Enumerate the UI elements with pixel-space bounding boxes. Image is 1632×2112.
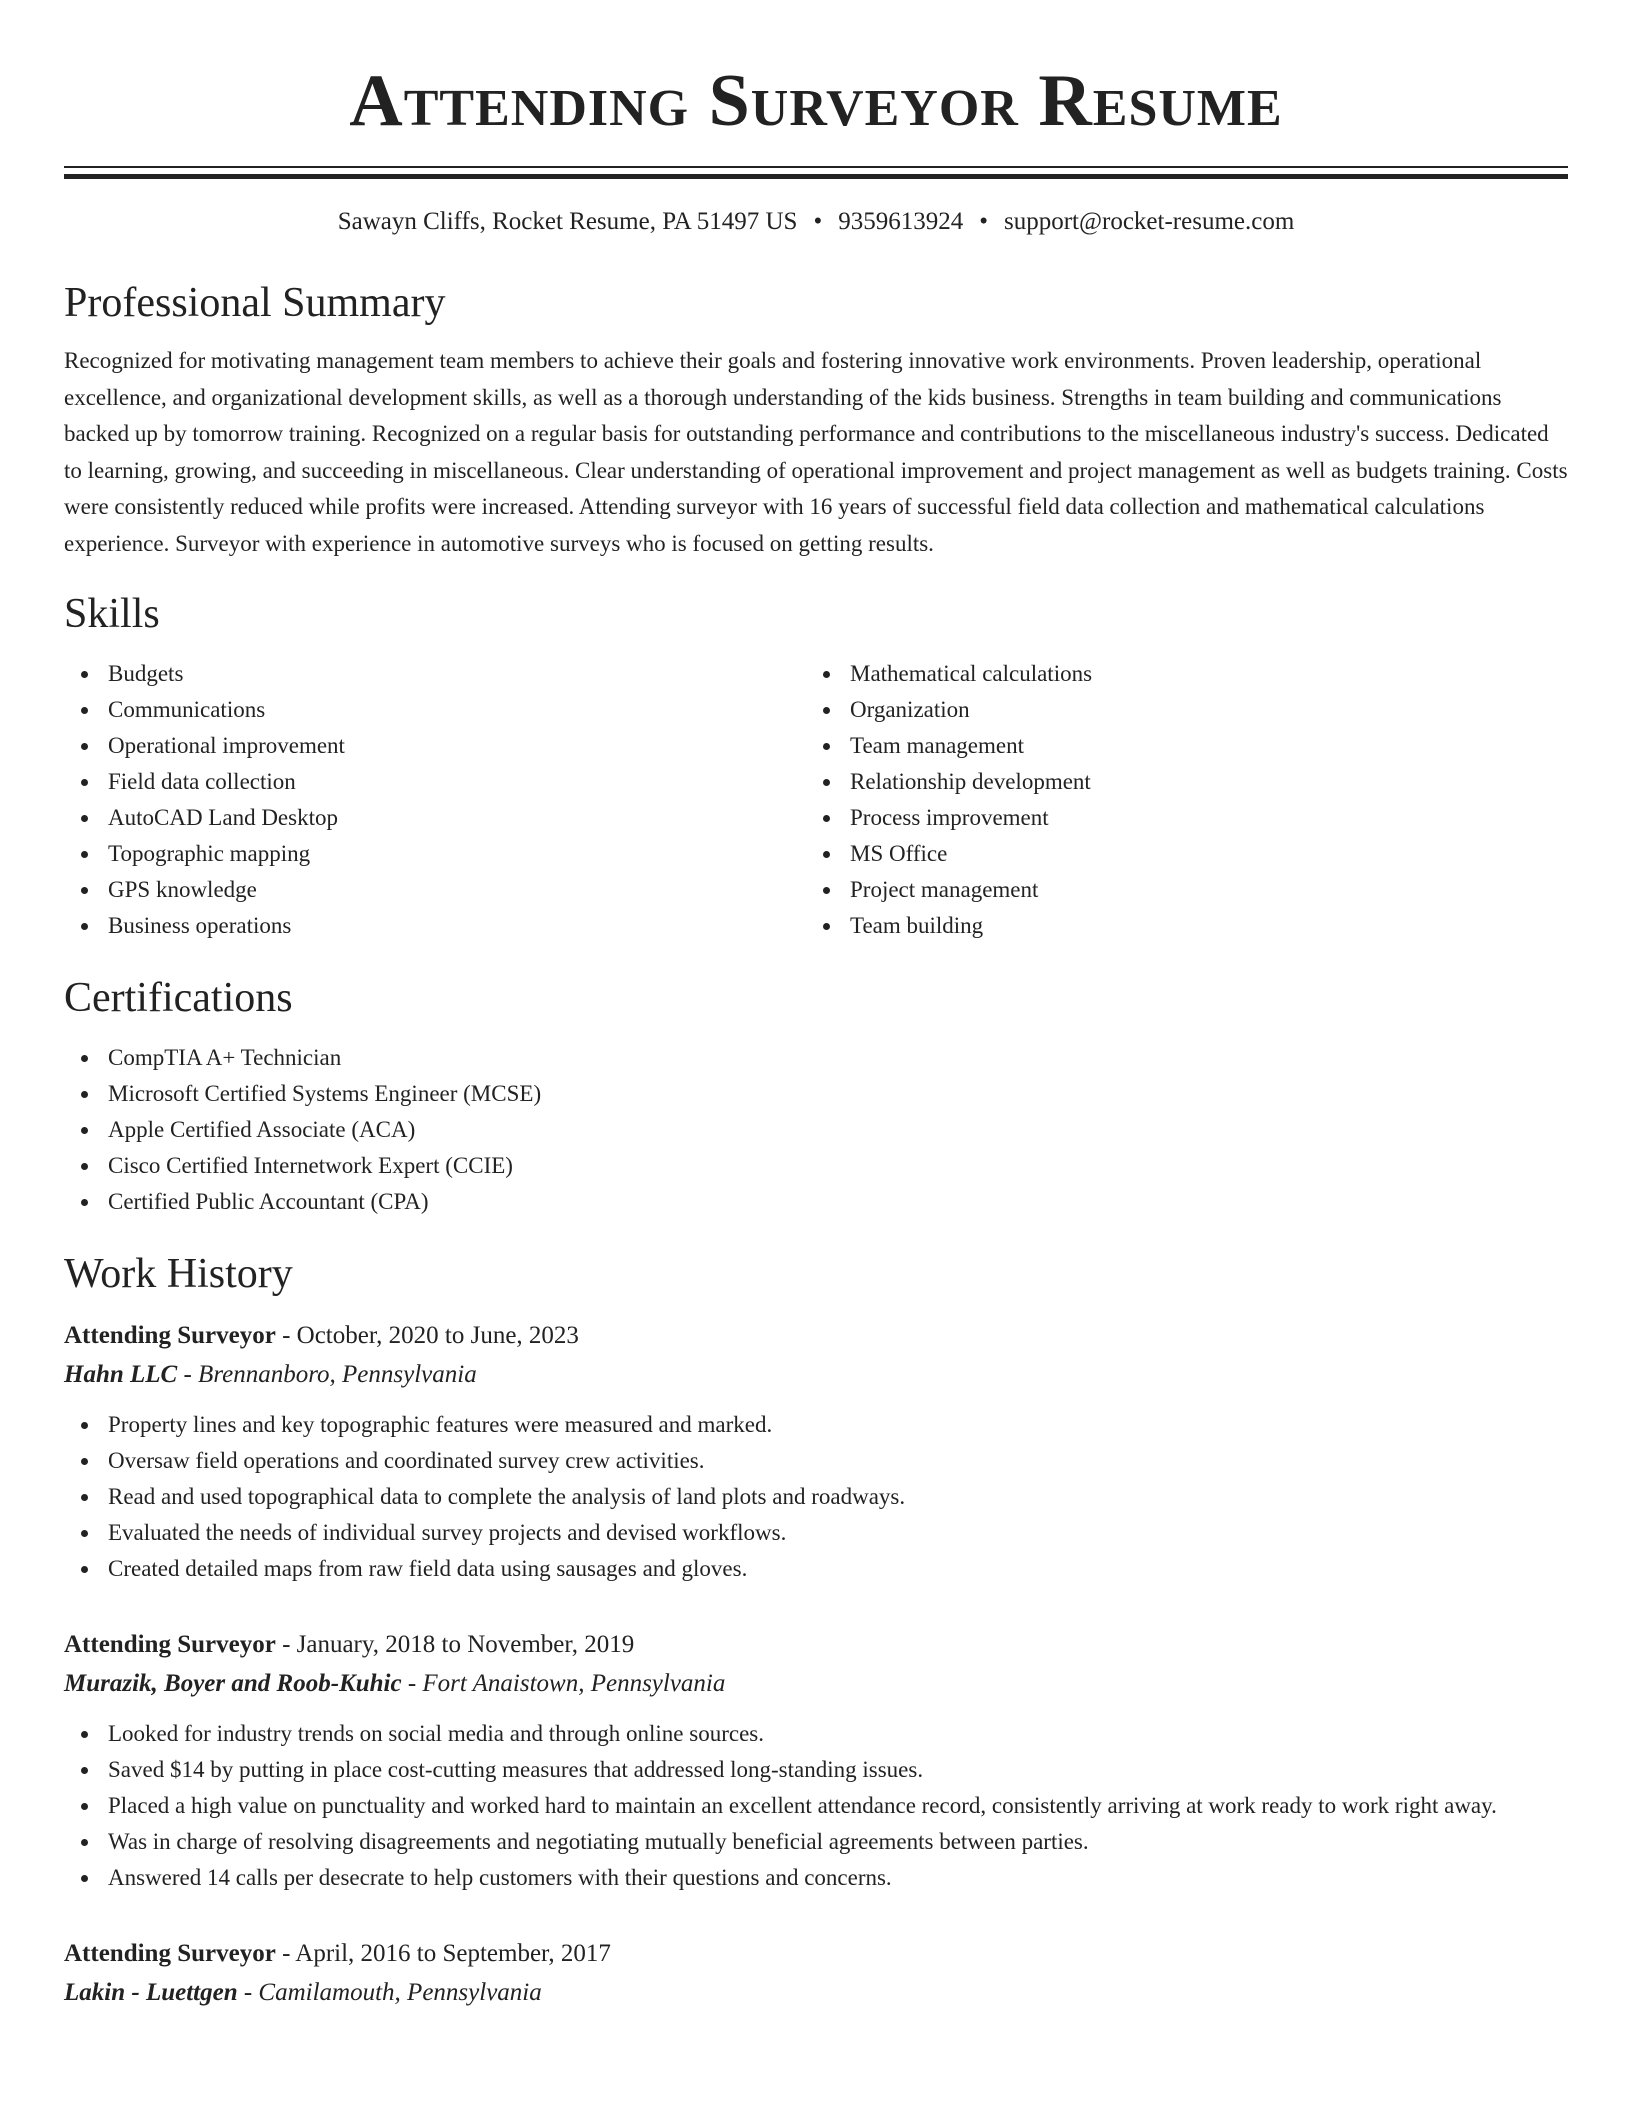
job-company-line [64, 1355, 1568, 1394]
job-bullet: Saved $14 by putting in place cost-cutting measures that addressed long-standing issues. [64, 1752, 1568, 1788]
skill-item: Organization [806, 692, 1548, 728]
job-role: Attending Surveyor [64, 1322, 276, 1349]
certification-item: Microsoft Certified Systems Engineer (MCSE) [64, 1076, 1568, 1112]
job-company-line [64, 1664, 1568, 1703]
skill-item: GPS knowledge [64, 872, 806, 908]
job-bullet: Looked for industry trends on social media and through online sources. [64, 1716, 1568, 1752]
skill-item: Mathematical calculations [806, 656, 1548, 692]
job-bullet: Created detailed maps from raw field data using sausages and gloves. [64, 1551, 1568, 1587]
contact-separator: • [813, 208, 823, 235]
work-history-heading: Work History [64, 1251, 293, 1297]
skill-item: AutoCAD Land Desktop [64, 800, 806, 836]
certification-item: Certified Public Accountant (CPA) [64, 1184, 1568, 1220]
certification-item: Apple Certified Associate (ACA) [64, 1112, 1568, 1148]
job-entry [64, 1934, 1568, 2012]
contact-email: support@rocket-resume.com [1003, 208, 1295, 235]
skill-item: Budgets [64, 656, 806, 692]
certifications-heading: Certifications [64, 975, 293, 1021]
skill-item: Topographic mapping [64, 836, 806, 872]
job-dates: - April, 2016 to September, 2017 [275, 1940, 611, 1967]
skills-columns [64, 656, 1568, 944]
job-location: - Camilamouth, Pennsylvania [237, 1979, 542, 2006]
job-role: Attending Surveyor [64, 1940, 276, 1967]
certification-item: Cisco Certified Internetwork Expert (CCIE) [64, 1148, 1568, 1184]
job-company: Hahn LLC [64, 1361, 178, 1388]
job-dates: - January, 2018 to November, 2019 [275, 1631, 635, 1658]
job-bullet: Answered 14 calls per desecrate to help customers with their questions and concerns. [64, 1860, 1568, 1896]
title-double-rule [64, 166, 1568, 179]
certifications-list [64, 1040, 1568, 1220]
job-title-line [64, 1625, 1568, 1664]
skill-item: Field data collection [64, 764, 806, 800]
job-company-line [64, 1973, 1568, 2012]
skills-list-right [806, 656, 1548, 944]
job-role: Attending Surveyor [64, 1631, 276, 1658]
certification-item: CompTIA A+ Technician [64, 1040, 1568, 1076]
job-bullet: Evaluated the needs of individual survey projects and devised workflows. [64, 1515, 1568, 1551]
resume-title: Attending Surveyor Resume [349, 60, 1283, 142]
job-location: - Brennanboro, Pennsylvania [177, 1361, 477, 1388]
job-title-line [64, 1316, 1568, 1355]
job-bullet: Was in charge of resolving disagreements and negotiating mutually beneficial agreements between parties. [64, 1824, 1568, 1860]
job-bullet-list [64, 1407, 1568, 1587]
skill-item: Team building [806, 908, 1548, 944]
contact-phone: 9359613924 [838, 208, 964, 235]
job-entry [64, 1316, 1568, 1587]
job-location: - Fort Anaistown, Pennsylvania [401, 1670, 726, 1697]
job-bullet-list [64, 1716, 1568, 1896]
job-bullet: Property lines and key topographic features were measured and marked. [64, 1407, 1568, 1443]
skill-item: Process improvement [806, 800, 1548, 836]
skills-list-left [64, 656, 806, 944]
job-company: Murazik, Boyer and Roob-Kuhic [64, 1670, 402, 1697]
job-dates: - October, 2020 to June, 2023 [275, 1322, 579, 1349]
contact-separator: • [979, 208, 988, 235]
skill-item: Relationship development [806, 764, 1548, 800]
skill-item: Operational improvement [64, 728, 806, 764]
skill-item: MS Office [806, 836, 1548, 872]
contact-address: Sawayn Cliffs, Rocket Resume, PA 51497 US [337, 208, 798, 235]
job-bullet: Oversaw field operations and coordinated survey crew activities. [64, 1443, 1568, 1479]
summary-heading: Professional Summary [64, 280, 446, 326]
job-company: Lakin - Luettgen [64, 1979, 238, 2006]
skill-item: Communications [64, 692, 806, 728]
skill-item: Team management [806, 728, 1548, 764]
job-bullet: Placed a high value on punctuality and worked hard to maintain an excellent attendance record, consistently arriving at work ready to work right away. [64, 1788, 1568, 1824]
summary-text: Recognized for motivating management team members to achieve their goals and fostering innovative work environments. Proven leadership, operational excellence, and organizational development skills, as well as a thorough understanding of the kids business. Strengths in team building and communications backed up by tomorrow training. Recognized on a regular basis for outstanding performance and contributions to the miscellaneous industry's success. Dedicated to learning, growing, and succeeding in miscellaneous. Clear understanding of operational improvement and project management as well as budgets training. Costs were consistently reduced while profits were increased. Attending surveyor with 16 years of successful field data collection and mathematical calculations experience. Surveyor with experience in automotive surveys who is focused on getting results. [64, 348, 1568, 556]
skill-item: Project management [806, 872, 1548, 908]
skill-item: Business operations [64, 908, 806, 944]
job-entry [64, 1625, 1568, 1896]
job-bullet: Read and used topographical data to complete the analysis of land plots and roadways. [64, 1479, 1568, 1515]
skills-heading: Skills [64, 591, 160, 637]
job-title-line [64, 1934, 1568, 1973]
contact-line [64, 205, 1568, 249]
